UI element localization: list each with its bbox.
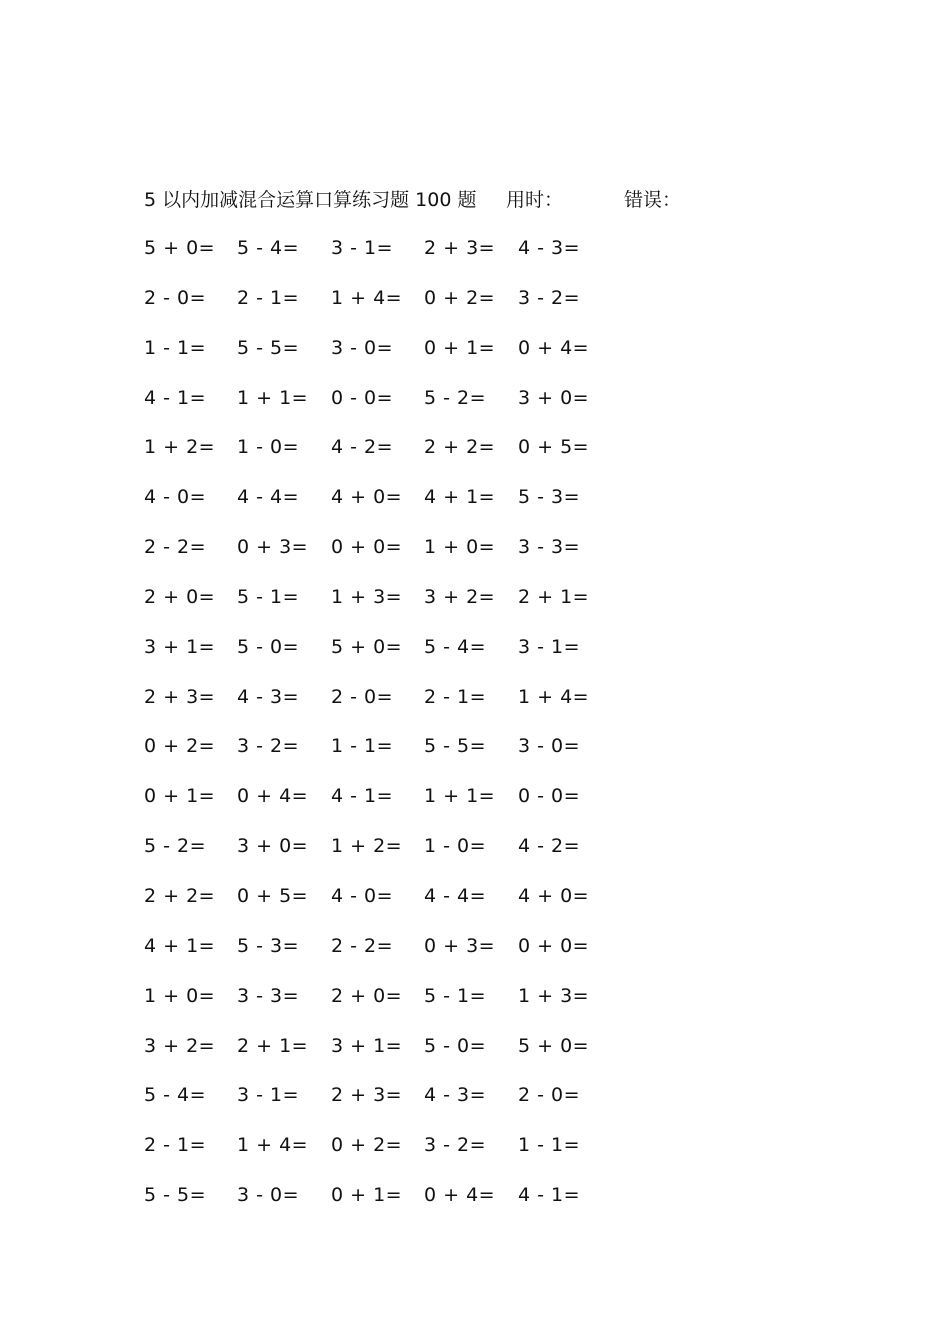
problem-item: 4 - 2= [518, 835, 581, 858]
problem-item: 5 - 5= [424, 735, 487, 758]
problem-item: 3 + 2= [424, 585, 496, 608]
problem-item: 0 + 5= [518, 436, 590, 459]
problem-item: 2 + 3= [144, 685, 216, 708]
problem-row [144, 433, 644, 483]
problem-item: 3 + 2= [144, 1034, 216, 1057]
problem-item: 1 - 1= [144, 336, 207, 359]
problem-row [144, 284, 644, 334]
problem-item: 0 + 4= [237, 785, 309, 808]
problem-row [144, 782, 644, 832]
problem-item: 2 - 0= [518, 1084, 581, 1107]
problem-item: 0 + 1= [331, 1184, 403, 1207]
problem-row [144, 832, 644, 882]
problem-item: 4 - 4= [237, 486, 300, 509]
problem-row [144, 1032, 644, 1082]
problem-item: 2 - 2= [144, 536, 207, 559]
problem-item: 1 + 4= [518, 685, 590, 708]
problem-item: 0 + 5= [237, 884, 309, 907]
problem-item: 2 + 0= [331, 984, 403, 1007]
problem-row [144, 1081, 644, 1131]
problem-item: 2 + 0= [144, 585, 216, 608]
problem-item: 5 - 1= [424, 984, 487, 1007]
problem-item: 0 + 4= [424, 1184, 496, 1207]
problem-item: 3 - 3= [518, 536, 581, 559]
problem-item: 0 + 1= [144, 785, 216, 808]
problem-item: 1 + 1= [237, 386, 309, 409]
problem-item: 1 + 3= [331, 585, 403, 608]
problem-item: 3 - 1= [518, 635, 581, 658]
problem-item: 3 + 1= [144, 635, 216, 658]
problem-item: 5 - 2= [424, 386, 487, 409]
problem-item: 4 - 2= [331, 436, 394, 459]
problem-item: 2 - 2= [331, 934, 394, 957]
problem-item: 2 + 2= [424, 436, 496, 459]
problem-item: 0 + 3= [424, 934, 496, 957]
problem-item: 1 + 0= [424, 536, 496, 559]
problem-item: 4 + 1= [424, 486, 496, 509]
problem-item: 1 + 1= [424, 785, 496, 808]
problem-item: 0 - 0= [518, 785, 581, 808]
problem-item: 4 - 0= [331, 884, 394, 907]
error-count-label: 错误： [624, 189, 682, 211]
problem-item: 4 - 0= [144, 486, 207, 509]
problem-item: 3 - 0= [518, 735, 581, 758]
problem-row [144, 882, 644, 932]
problem-item: 3 + 1= [331, 1034, 403, 1057]
problem-row [144, 234, 644, 284]
problem-item: 2 - 0= [331, 685, 394, 708]
worksheet-header [144, 186, 844, 214]
problem-item: 4 - 4= [424, 884, 487, 907]
problem-item: 2 - 1= [237, 286, 300, 309]
problem-row [144, 732, 644, 782]
problem-row [144, 384, 644, 434]
problem-item: 3 + 0= [237, 835, 309, 858]
problem-row [144, 533, 644, 583]
problem-grid [144, 234, 644, 1231]
problem-item: 2 - 1= [144, 1134, 207, 1157]
problem-item: 1 + 4= [331, 286, 403, 309]
problem-item: 5 + 0= [331, 635, 403, 658]
problem-item: 3 - 0= [331, 336, 394, 359]
problem-row [144, 1131, 644, 1181]
problem-item: 2 + 1= [237, 1034, 309, 1057]
problem-item: 3 - 0= [237, 1184, 300, 1207]
problem-item: 4 - 1= [518, 1184, 581, 1207]
worksheet-title: 5 以内加减混合运算口算练习题 100 题 [144, 189, 477, 211]
problem-item: 5 - 4= [237, 237, 300, 259]
problem-item: 3 - 2= [424, 1134, 487, 1157]
problem-item: 5 - 4= [424, 635, 487, 658]
problem-item: 0 + 3= [237, 536, 309, 559]
problem-item: 5 - 5= [237, 336, 300, 359]
problem-item: 5 - 3= [518, 486, 581, 509]
problem-item: 5 - 3= [237, 934, 300, 957]
problem-row [144, 932, 644, 982]
problem-item: 2 - 1= [424, 685, 487, 708]
problem-row [144, 583, 644, 633]
problem-item: 2 + 3= [331, 1084, 403, 1107]
problem-item: 0 + 1= [424, 336, 496, 359]
problem-item: 4 - 1= [144, 386, 207, 409]
problem-item: 2 + 2= [144, 884, 216, 907]
problem-item: 0 + 4= [518, 336, 590, 359]
problem-item: 5 - 0= [424, 1034, 487, 1057]
problem-row [144, 483, 644, 533]
problem-item: 3 - 2= [237, 735, 300, 758]
problem-row [144, 683, 644, 733]
problem-item: 3 - 1= [331, 237, 394, 259]
problem-item: 0 + 2= [424, 286, 496, 309]
problem-item: 4 - 1= [331, 785, 394, 808]
problem-item: 5 + 0= [518, 1034, 590, 1057]
problem-row [144, 1181, 644, 1231]
problem-item: 1 + 4= [237, 1134, 309, 1157]
problem-item: 5 - 5= [144, 1184, 207, 1207]
problem-item: 4 - 3= [237, 685, 300, 708]
problem-item: 4 + 0= [518, 884, 590, 907]
problem-item: 4 - 3= [424, 1084, 487, 1107]
problem-item: 0 + 2= [331, 1134, 403, 1157]
problem-item: 1 - 0= [424, 835, 487, 858]
problem-item: 5 + 0= [144, 237, 216, 259]
problem-item: 1 - 1= [331, 735, 394, 758]
problem-item: 2 + 1= [518, 585, 590, 608]
problem-item: 1 - 1= [518, 1134, 581, 1157]
problem-item: 5 - 4= [144, 1084, 207, 1107]
problem-item: 4 + 0= [331, 486, 403, 509]
problem-item: 3 - 3= [237, 984, 300, 1007]
problem-row [144, 334, 644, 384]
problem-item: 5 - 1= [237, 585, 300, 608]
time-used-label: 用时： [506, 189, 564, 211]
problem-item: 1 + 0= [144, 984, 216, 1007]
problem-item: 5 - 0= [237, 635, 300, 658]
problem-item: 0 - 0= [331, 386, 394, 409]
problem-item: 0 + 2= [144, 735, 216, 758]
problem-row [144, 633, 644, 683]
problem-item: 1 + 2= [331, 835, 403, 858]
problem-item: 4 - 3= [518, 237, 581, 259]
problem-item: 2 + 3= [424, 237, 496, 259]
problem-row [144, 982, 644, 1032]
problem-item: 1 - 0= [237, 436, 300, 459]
problem-item: 4 + 1= [144, 934, 216, 957]
problem-item: 0 + 0= [518, 934, 590, 957]
problem-item: 3 - 1= [237, 1084, 300, 1107]
problem-item: 3 + 0= [518, 386, 590, 409]
problem-item: 1 + 2= [144, 436, 216, 459]
problem-item: 5 - 2= [144, 835, 207, 858]
problem-item: 3 - 2= [518, 286, 581, 309]
problem-item: 2 - 0= [144, 286, 207, 309]
problem-item: 1 + 3= [518, 984, 590, 1007]
problem-item: 0 + 0= [331, 536, 403, 559]
